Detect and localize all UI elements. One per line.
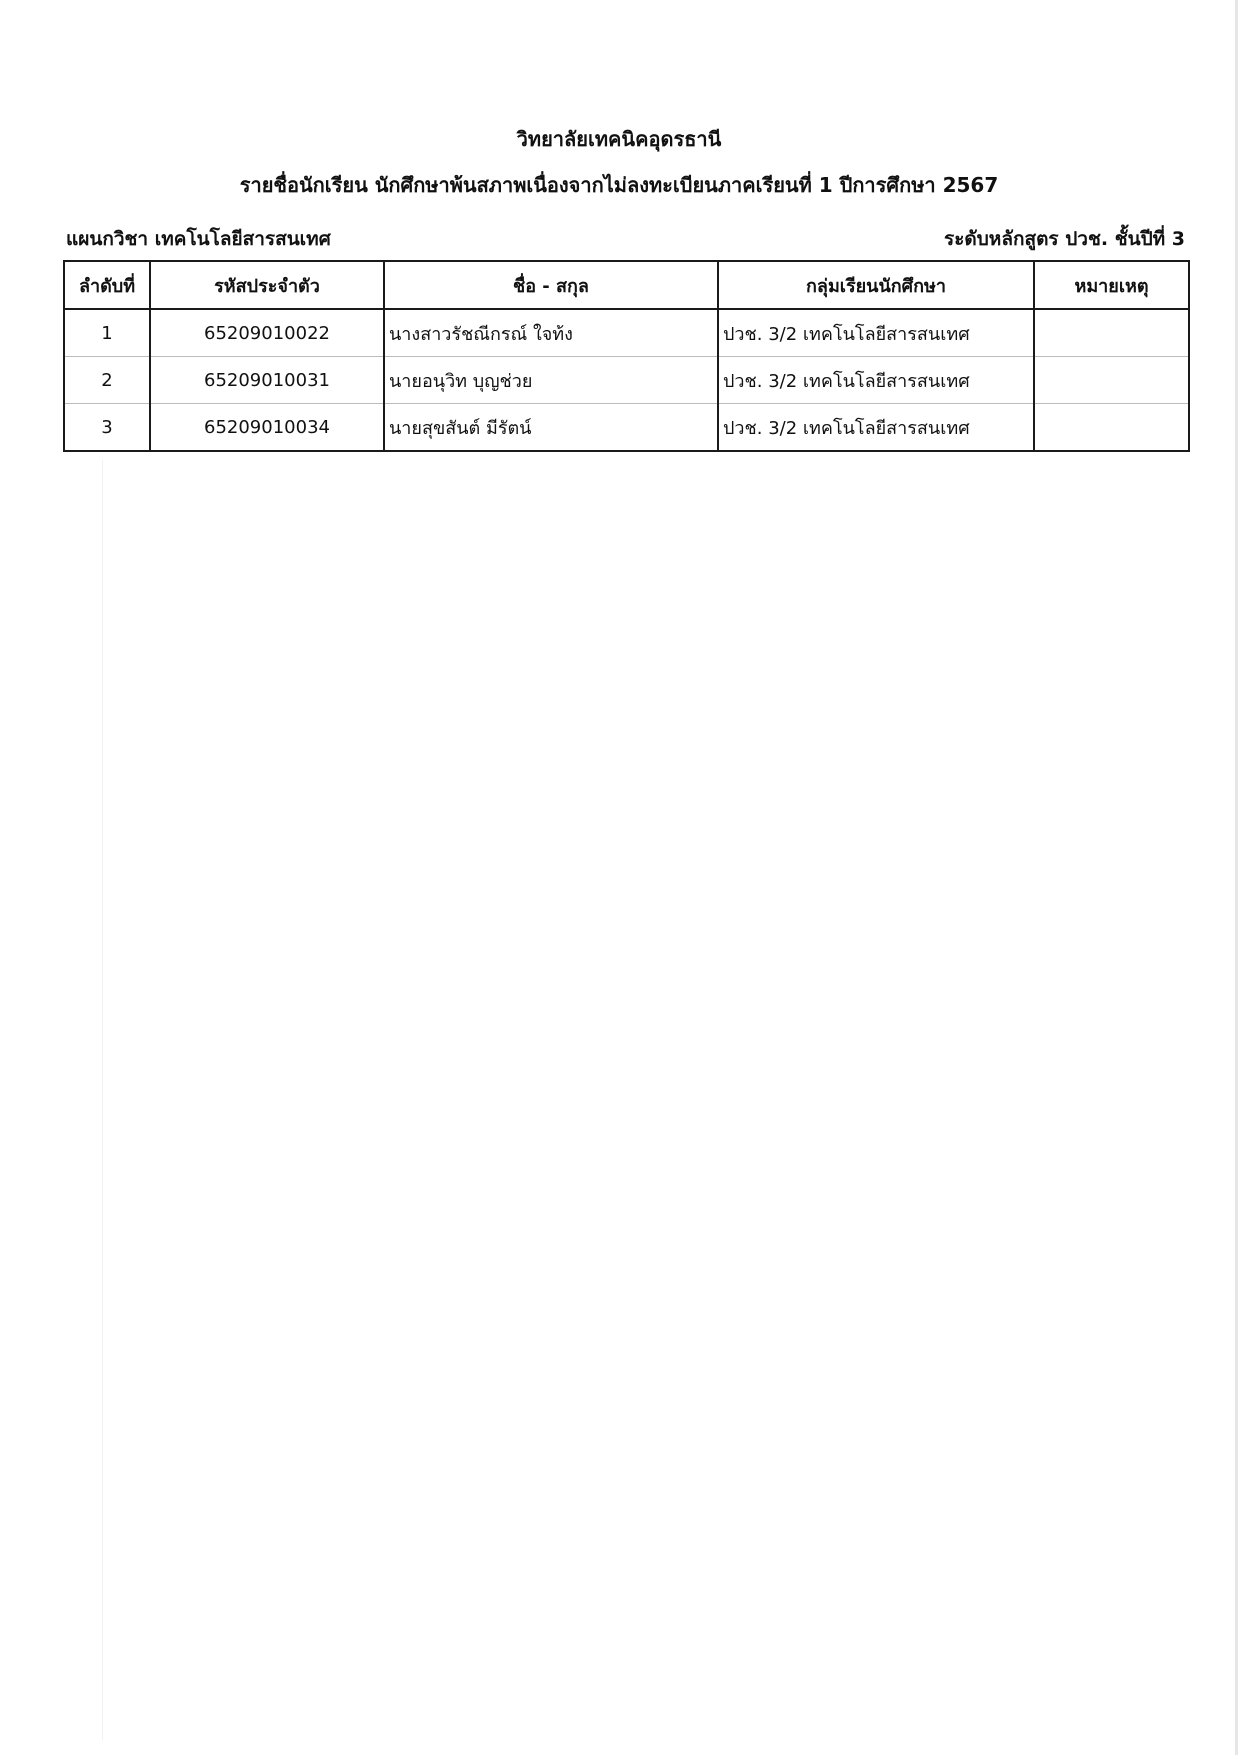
cell-name: นายอนุวิท บุญช่วย <box>384 357 718 404</box>
department-label: แผนกวิชา เทคโนโลยีสารสนเทศ <box>66 228 331 250</box>
table-header-row <box>64 261 1189 309</box>
cell-no: 2 <box>64 357 150 404</box>
cell-name: นางสาวรัชณีกรณ์ ใจท้ง <box>384 309 718 357</box>
column-header-no: ลำดับที่ <box>64 261 150 309</box>
column-header-name: ชื่อ - สกุล <box>384 261 718 309</box>
cell-note <box>1034 357 1189 404</box>
table-row <box>64 357 1189 404</box>
document-subtitle: รายชื่อนักเรียน นักศึกษาพ้นสภาพเนื่องจากไม่ลงทะเบียนภาคเรียนที่ 1 ปีการศึกษา 2567 <box>239 173 999 197</box>
cell-group: ปวช. 3/2 เทคโนโลยีสารสนเทศ <box>718 404 1034 452</box>
cell-no: 1 <box>64 309 150 357</box>
scan-artifact-line <box>102 460 103 1740</box>
table-row <box>64 309 1189 357</box>
cell-id: 65209010031 <box>150 357 384 404</box>
institution-title: วิทยาลัยเทคนิคอุดรธานี <box>516 127 722 151</box>
column-header-id: รหัสประจำตัว <box>150 261 384 309</box>
cell-id: 65209010022 <box>150 309 384 357</box>
cell-id: 65209010034 <box>150 404 384 452</box>
cell-name: นายสุขสันต์ มีรัตน์ <box>384 404 718 452</box>
column-header-group: กลุ่มเรียนนักศึกษา <box>718 261 1034 309</box>
cell-note <box>1034 404 1189 452</box>
column-header-note: หมายเหตุ <box>1034 261 1189 309</box>
cell-no: 3 <box>64 404 150 452</box>
student-table <box>63 260 1190 452</box>
level-label: ระดับหลักสูตร ปวช. ชั้นปีที่ 3 <box>944 228 1185 250</box>
cell-group: ปวช. 3/2 เทคโนโลยีสารสนเทศ <box>718 309 1034 357</box>
table-row <box>64 404 1189 452</box>
cell-group: ปวช. 3/2 เทคโนโลยีสารสนเทศ <box>718 357 1034 404</box>
cell-note <box>1034 309 1189 357</box>
